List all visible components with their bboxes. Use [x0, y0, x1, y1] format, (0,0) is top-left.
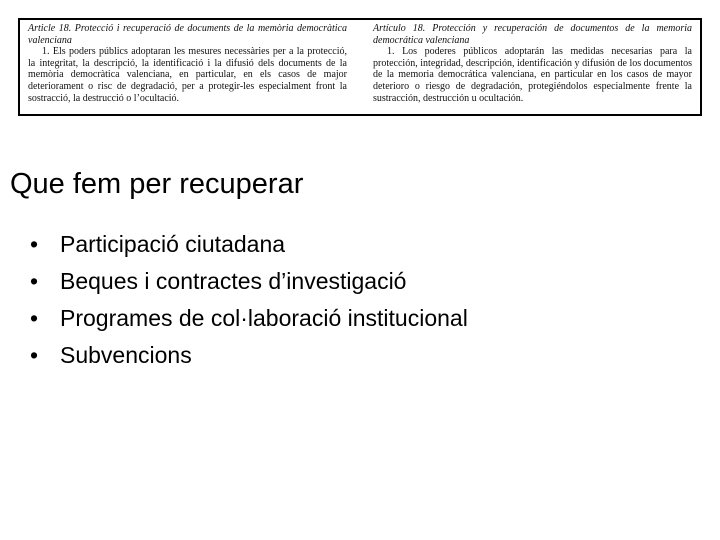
- spanish-article-paragraph: 1. Los poderes públicos adoptarán las medidas necesarias para la protección, integridad, descripción, identificación y difusión de los documentos de la memoria democrática valenciana, en particular en los casos de mayor deterioro o riesgo de degradación, protegiéndolos especialmente frente la sustracción, destrucción u ocultación.: [373, 46, 692, 104]
- bullet-icon: •: [30, 305, 39, 331]
- bullet-list: [30, 226, 468, 374]
- catalan-article-column: [28, 23, 347, 114]
- bullet-text: Participació ciutadana: [60, 231, 286, 257]
- spanish-article-column: [373, 23, 692, 114]
- bullet-icon: •: [30, 231, 39, 257]
- bullet-icon: •: [30, 268, 39, 294]
- bullet-item: [30, 337, 468, 374]
- spanish-article-heading: Artículo 18. Protección y recuperación de documentos de la memoria democrática valenciana: [373, 23, 692, 46]
- catalan-article-heading: Article 18. Protecció i recuperació de documents de la memòria democràtica valenciana: [28, 23, 347, 46]
- bullet-icon: •: [30, 342, 39, 368]
- bullet-item: [30, 226, 468, 263]
- bullet-text: Programes de col·laboració institucional: [60, 305, 468, 331]
- catalan-article-paragraph: 1. Els poders públics adoptaran les mesures necessàries per a la protecció, la integritat, la descripció, la identificació i la difusió dels documents de la memòria democràtica valenciana, en particular, en els casos de major deteriorament o risc de degradació, per a protegir-les especialment front la sostracció, la destrucció o l’ocultació.: [28, 46, 347, 104]
- bullet-text: Subvencions: [60, 342, 192, 368]
- law-excerpt-image: [18, 18, 702, 116]
- slide-title: Que fem per recuperar: [10, 168, 304, 200]
- bullet-item: [30, 263, 468, 300]
- bullet-text: Beques i contractes d’investigació: [60, 268, 407, 294]
- bullet-item: [30, 300, 468, 337]
